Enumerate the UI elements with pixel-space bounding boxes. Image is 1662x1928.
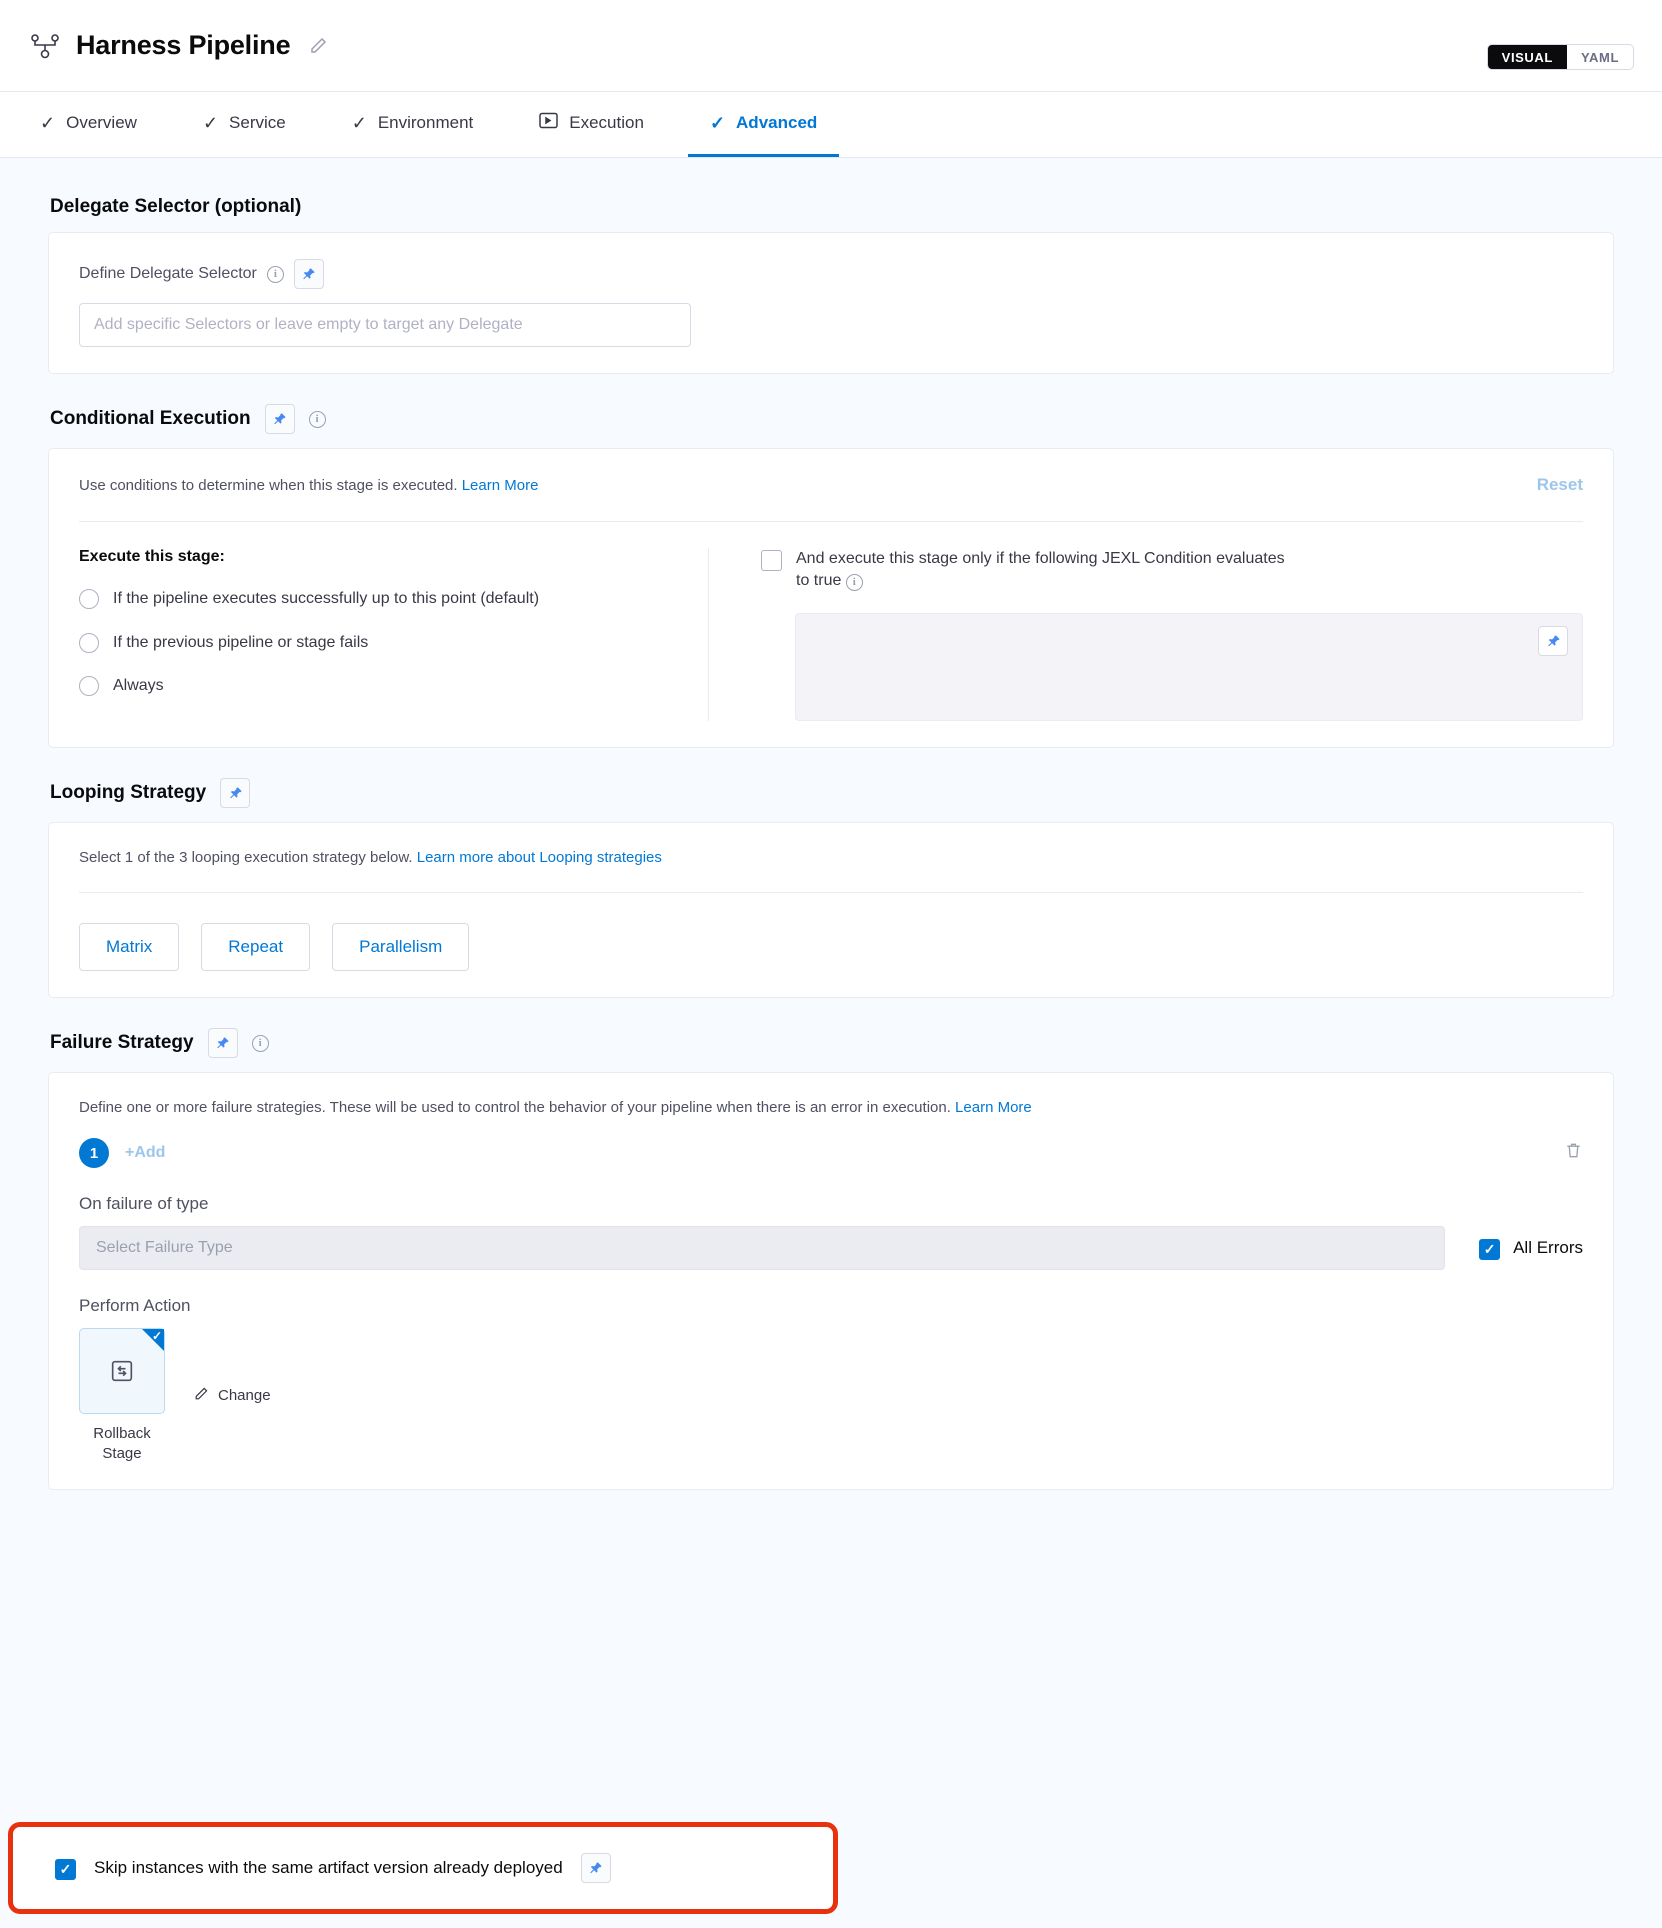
section-title-text: Conditional Execution: [50, 408, 251, 429]
pin-icon[interactable]: [581, 1853, 611, 1883]
top-bar: [0, 0, 1662, 92]
on-failure-type-label: On failure of type: [79, 1194, 209, 1214]
pencil-icon: [193, 1386, 209, 1406]
toggle-yaml[interactable]: YAML: [1580, 49, 1619, 65]
change-label: Change: [218, 1387, 271, 1405]
tab-overview[interactable]: [18, 92, 159, 157]
failure-description-text: Define one or more failure strategies. These will be used to control the behavior of your pipeline when there is an error in execution.: [79, 1099, 951, 1117]
check-icon: ✓: [709, 112, 726, 133]
info-icon[interactable]: i: [846, 574, 863, 591]
radio-icon[interactable]: [79, 676, 99, 696]
execution-icon: [539, 112, 558, 134]
conditional-header-row: [79, 475, 1583, 495]
conditional-description: [79, 477, 538, 494]
jexl-checkbox-label-text: And execute this stage only if the following JEXL Condition evaluates to true: [796, 550, 1285, 589]
failure-strategy-heading: [50, 1028, 1614, 1058]
conditional-execution-card: [48, 448, 1614, 748]
all-errors-label: All Errors: [1513, 1238, 1583, 1258]
section-title-text: Looping Strategy: [50, 782, 207, 804]
pin-icon[interactable]: [208, 1028, 238, 1058]
info-icon[interactable]: i: [252, 1035, 269, 1052]
check-icon: ✓: [151, 1329, 162, 1344]
tab-label: Advanced: [736, 113, 818, 132]
tab-label: Environment: [377, 113, 474, 132]
add-strategy-button[interactable]: +Add: [125, 1144, 166, 1162]
radio-label: If the pipeline executes successfully up to this point (default): [113, 590, 540, 607]
change-action-button[interactable]: [193, 1386, 271, 1406]
advanced-panel: [0, 158, 1662, 1928]
perform-action-row: [79, 1328, 1583, 1463]
delegate-selector-input[interactable]: [79, 303, 691, 347]
looping-description: [79, 849, 1583, 866]
section-title-text: Delegate Selector (optional): [50, 196, 302, 217]
all-errors-checkbox-row[interactable]: [1479, 1237, 1583, 1260]
tab-execution[interactable]: [517, 92, 666, 157]
radio-label: Always: [113, 677, 164, 695]
divider: [79, 892, 1583, 893]
failure-description: [79, 1099, 1583, 1116]
radio-option-always[interactable]: [79, 675, 678, 697]
looping-learn-more-link[interactable]: Learn more about Looping strategies: [416, 849, 662, 867]
failure-strategy-card: [48, 1072, 1614, 1490]
jexl-checkbox-label: [796, 548, 1296, 591]
info-icon[interactable]: i: [309, 411, 326, 428]
pin-icon[interactable]: [1538, 626, 1568, 656]
rollback-stage-tile[interactable]: [79, 1328, 165, 1414]
pipeline-icon: [28, 29, 62, 63]
reset-button[interactable]: Reset: [1536, 475, 1583, 494]
trash-icon[interactable]: [1564, 1141, 1583, 1165]
tab-label: Service: [229, 113, 286, 132]
checkbox-icon[interactable]: ✓: [1479, 1239, 1500, 1260]
page-title: Harness Pipeline: [76, 30, 291, 60]
divider: [79, 521, 1583, 522]
pencil-icon[interactable]: [308, 36, 328, 56]
pin-icon[interactable]: [265, 404, 295, 434]
delegate-selector-heading: [50, 196, 1614, 218]
tab-bar: [0, 92, 1662, 158]
tab-label: Execution: [569, 113, 644, 132]
looping-strategy-buttons: [79, 923, 1583, 971]
view-mode-toggle[interactable]: [1487, 44, 1634, 70]
execute-stage-heading: Execute this stage:: [79, 548, 225, 565]
looping-strategy-card: [48, 822, 1614, 998]
field-label-text: Define Delegate Selector: [79, 265, 257, 282]
tab-environment[interactable]: [330, 92, 496, 157]
jexl-column: [709, 548, 1583, 721]
perform-action-label: Perform Action: [79, 1296, 191, 1316]
tab-label: Overview: [66, 113, 137, 132]
skip-instances-highlight: [8, 1822, 838, 1914]
checkbox-icon[interactable]: [761, 550, 782, 571]
radio-icon[interactable]: [79, 633, 99, 653]
check-icon: ✓: [40, 112, 56, 133]
learn-more-link[interactable]: Learn More: [461, 476, 539, 494]
conditional-columns: [79, 548, 1583, 721]
radio-option-success[interactable]: [79, 588, 678, 610]
strategy-index-badge[interactable]: 1: [79, 1138, 109, 1168]
execute-stage-column: [79, 548, 709, 721]
radio-icon[interactable]: [79, 589, 99, 609]
define-delegate-selector-label: [79, 259, 1583, 289]
pin-icon[interactable]: [294, 259, 324, 289]
looping-description-text: Select 1 of the 3 looping execution strategy below.: [79, 849, 413, 867]
jexl-condition-input[interactable]: [795, 613, 1583, 721]
delegate-selector-card: [48, 232, 1614, 374]
failure-learn-more-link[interactable]: Learn More: [955, 1099, 1032, 1117]
section-title-text: Failure Strategy: [50, 1032, 194, 1054]
check-icon: ✓: [351, 112, 367, 133]
failure-type-row: [79, 1226, 1583, 1270]
matrix-button[interactable]: Matrix: [79, 923, 179, 971]
check-icon: ✓: [202, 112, 219, 133]
rollback-stage-caption: Rollback Stage: [93, 1425, 151, 1462]
tab-advanced[interactable]: [688, 92, 839, 157]
looping-strategy-heading: [50, 778, 1614, 808]
tab-service[interactable]: [181, 92, 308, 157]
pin-icon[interactable]: [220, 778, 250, 808]
parallelism-button[interactable]: Parallelism: [332, 923, 469, 971]
failure-type-select[interactable]: Select Failure Type: [79, 1226, 1445, 1270]
radio-label: If the previous pipeline or stage fails: [113, 633, 369, 651]
failure-strategy-item-header: [79, 1138, 1583, 1168]
info-icon[interactable]: i: [267, 266, 284, 283]
toggle-visual[interactable]: VISUAL: [1488, 45, 1567, 69]
radio-option-failure[interactable]: [79, 632, 678, 654]
skip-instances-label: Skip instances with the same artifact version already deployed: [94, 1858, 563, 1877]
jexl-checkbox-row[interactable]: [761, 548, 1583, 591]
conditional-description-text: Use conditions to determine when this stage is executed.: [79, 476, 458, 494]
skip-instances-checkbox[interactable]: ✓: [55, 1859, 76, 1880]
conditional-execution-heading: [50, 404, 1614, 434]
repeat-button[interactable]: Repeat: [201, 923, 310, 971]
